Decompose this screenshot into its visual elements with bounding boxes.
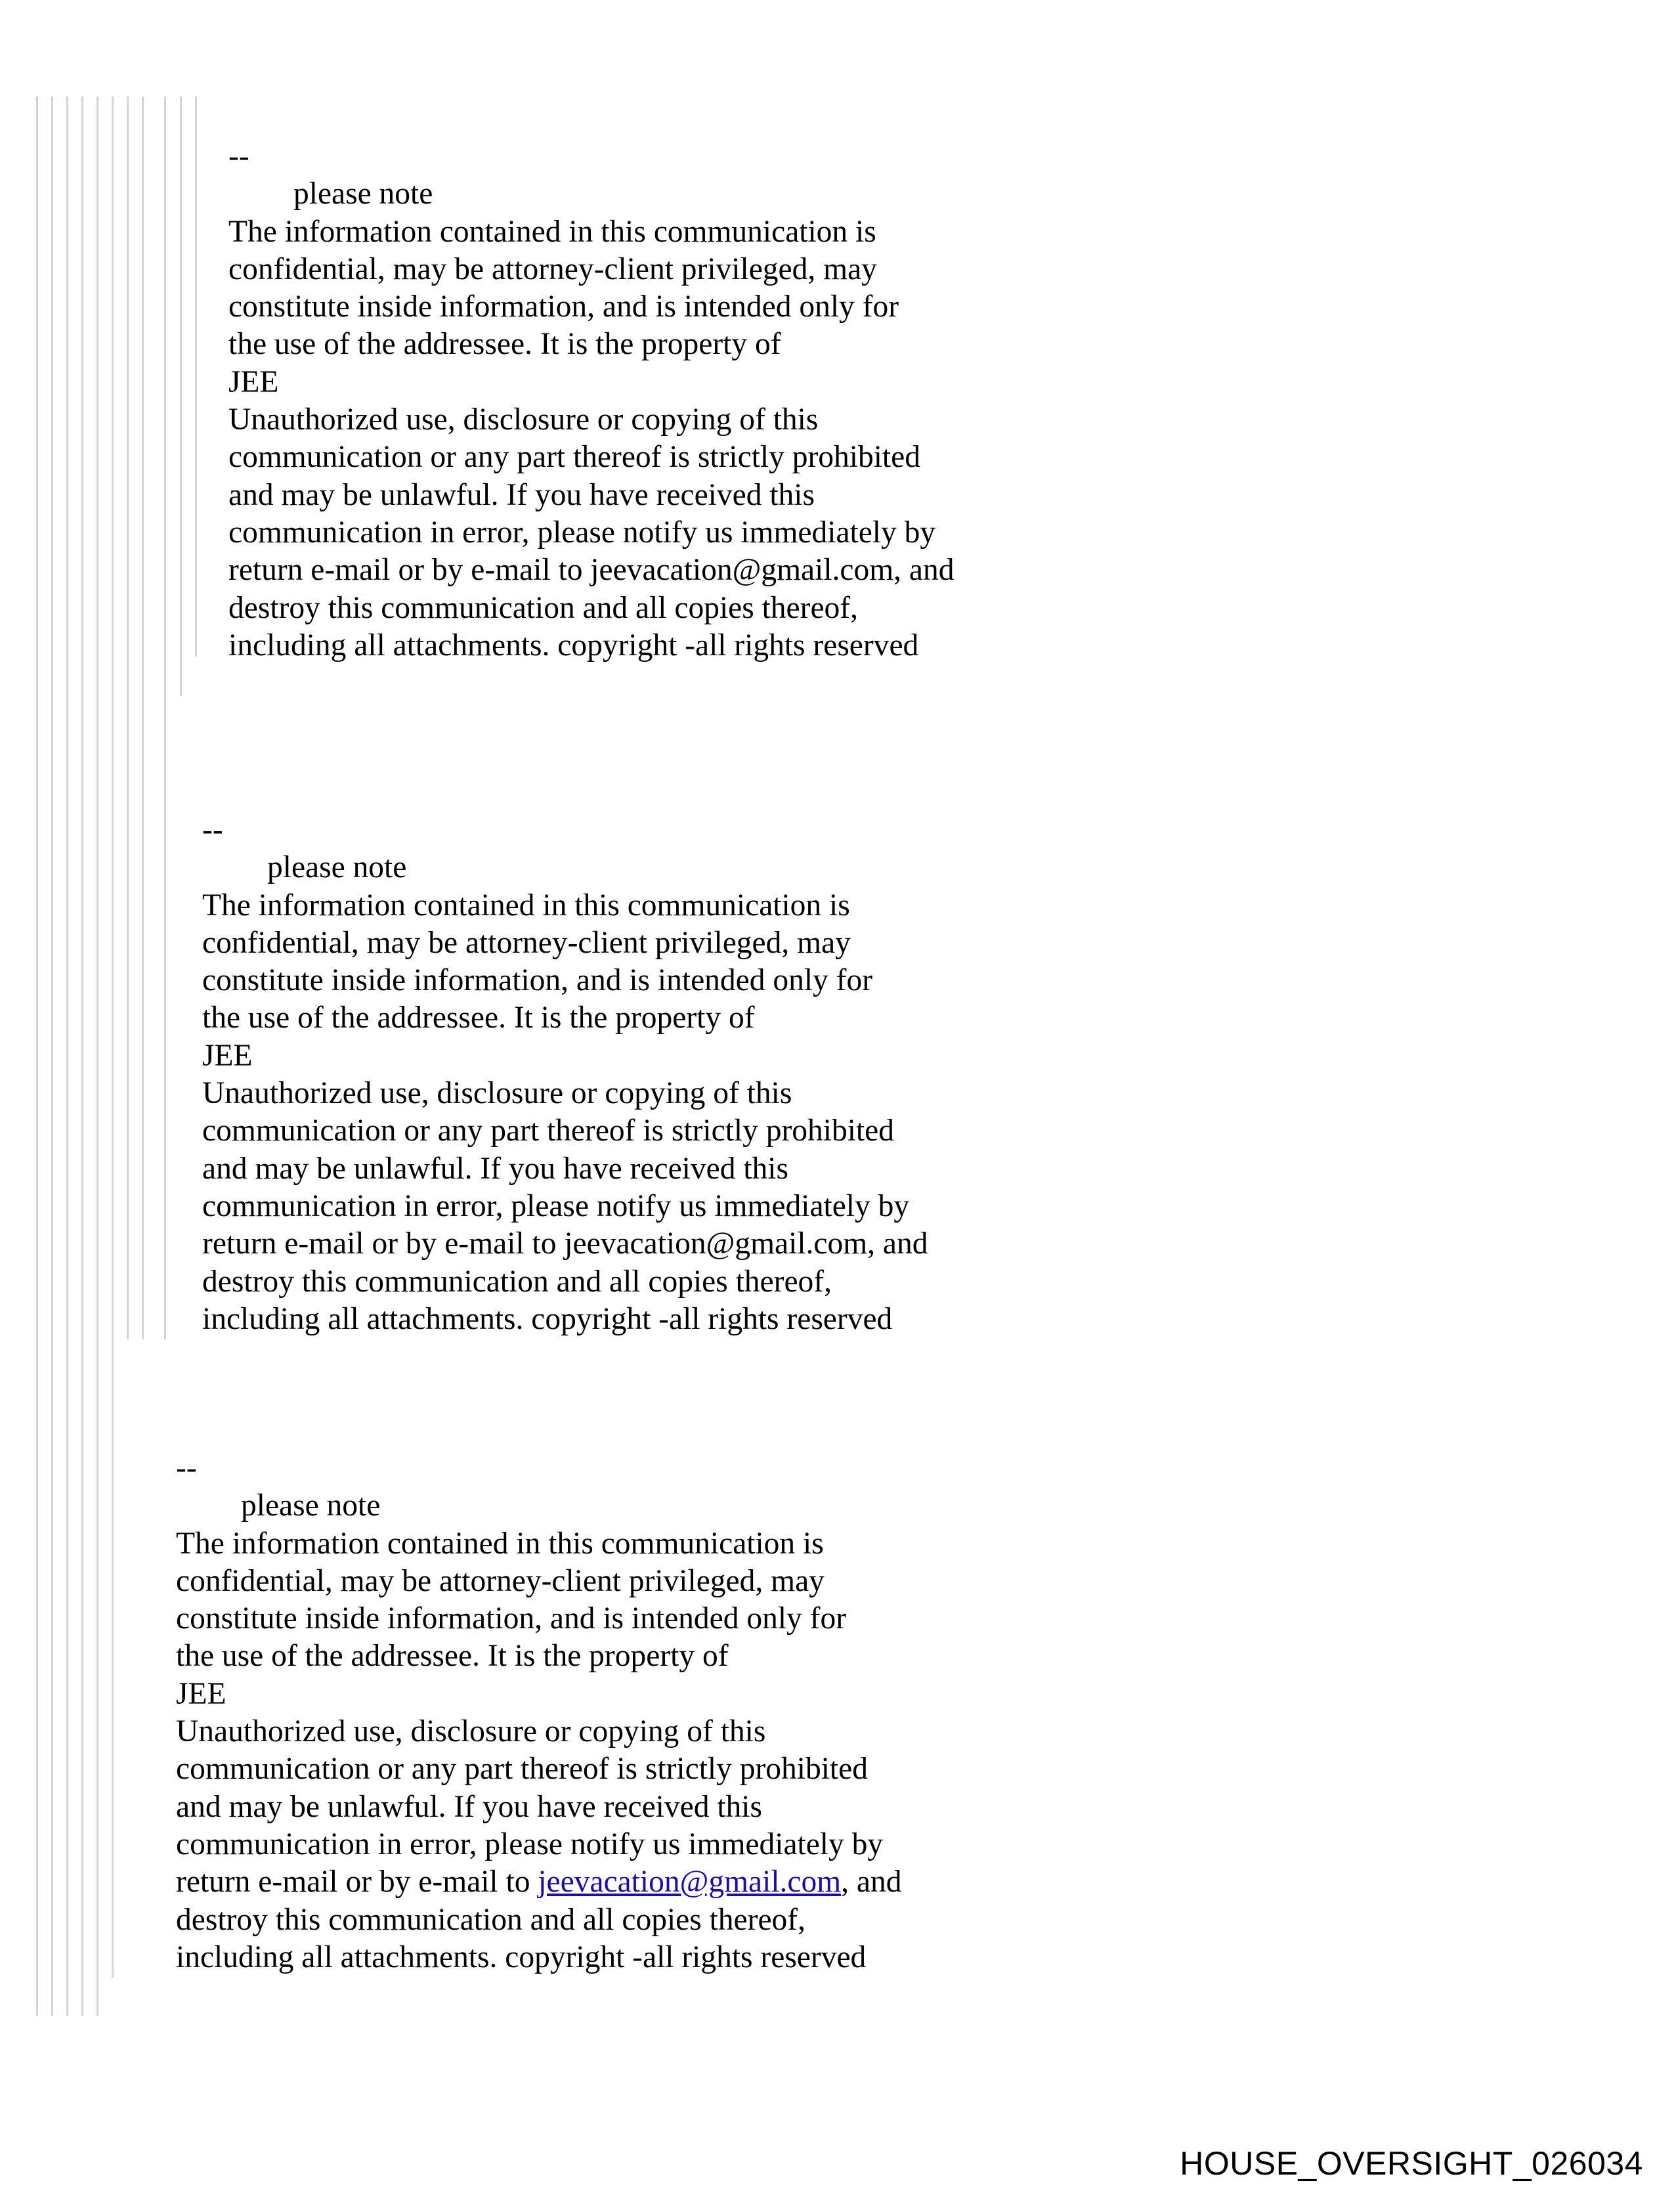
- disclaimer-line: JEE: [228, 364, 279, 399]
- quote-line: [97, 97, 98, 2016]
- quote-line: [36, 97, 38, 2016]
- quote-line: [51, 97, 53, 2016]
- disclaimer-line: communication or any part thereof is strictly prohibited: [176, 1752, 868, 1787]
- disclaimer-line: Unauthorized use, disclosure or copying of this: [202, 1076, 792, 1111]
- email-prefix: return e-mail or by e-mail to: [202, 1226, 565, 1261]
- disclaimer-line: the use of the addressee. It is the property of: [202, 1001, 755, 1035]
- disclaimer-line: constitute inside information, and is intended only for: [202, 963, 873, 998]
- email-prefix: return e-mail or by e-mail to: [176, 1865, 538, 1899]
- disclaimer-line: and may be unlawful. If you have received this: [202, 1151, 788, 1186]
- signature-block-2: [202, 812, 928, 1338]
- disclaimer-line: including all attachments. copyright -all rights reserved: [228, 628, 919, 662]
- disclaimer-line: and may be unlawful. If you have received this: [176, 1789, 762, 1824]
- disclaimer-email-line: [176, 1863, 902, 1901]
- email-address: jeevacation@gmail.com: [590, 553, 894, 588]
- quote-line: [66, 97, 68, 2016]
- disclaimer-line: JEE: [176, 1676, 226, 1711]
- quote-line: [164, 97, 166, 1339]
- separator-dashes: --: [228, 139, 249, 173]
- disclaimer-line: JEE: [202, 1038, 253, 1073]
- disclaimer-email-line: [228, 552, 955, 589]
- disclaimer-line: constitute inside information, and is intended only for: [228, 290, 899, 324]
- disclaimer-line: The information contained in this communication is: [228, 214, 876, 249]
- disclaimer-line: confidential, may be attorney-client privileged, may: [176, 1563, 825, 1598]
- email-suffix: , and: [867, 1226, 928, 1261]
- disclaimer-line: and may be unlawful. If you have received this: [228, 477, 815, 512]
- disclaimer-line: destroy this communication and all copies thereof,: [202, 1264, 832, 1299]
- disclaimer-line: destroy this communication and all copies thereof,: [176, 1902, 805, 1937]
- quote-line: [112, 97, 114, 1978]
- quote-line: [180, 97, 182, 696]
- disclaimer-line: Unauthorized use, disclosure or copying of this: [228, 402, 819, 437]
- quote-line: [81, 97, 83, 2016]
- disclaimer-line: including all attachments. copyright -all rights reserved: [202, 1301, 893, 1336]
- disclaimer-line: the use of the addressee. It is the property of: [176, 1639, 729, 1674]
- email-address: jeevacation@gmail.com: [564, 1226, 868, 1261]
- disclaimer-line: communication in error, please notify us immediately by: [202, 1188, 910, 1223]
- disclaimer-line: confidential, may be attorney-client privileged, may: [202, 925, 851, 960]
- disclaimer-line: including all attachments. copyright -all rights reserved: [176, 1940, 867, 1974]
- email-link[interactable]: jeevacation@gmail.com: [538, 1865, 842, 1899]
- quote-line: [195, 97, 197, 657]
- signature-block-1: [228, 138, 955, 664]
- disclaimer-line: communication in error, please notify us immediately by: [176, 1827, 884, 1861]
- email-suffix: , and: [841, 1865, 902, 1899]
- disclaimer-email-line: [202, 1225, 928, 1263]
- disclaimer-line: communication or any part thereof is strictly prohibited: [202, 1114, 894, 1148]
- disclaimer-line: Unauthorized use, disclosure or copying of this: [176, 1714, 766, 1749]
- separator-dashes: --: [176, 1451, 197, 1485]
- quote-line: [142, 97, 144, 1339]
- disclaimer-line: communication in error, please notify us immediately by: [228, 515, 936, 550]
- bates-number: HOUSE_OVERSIGHT_026034: [1180, 2145, 1643, 2182]
- disclaimer-line: The information contained in this communication is: [176, 1526, 824, 1561]
- separator-dashes: --: [202, 813, 223, 847]
- disclaimer-line: communication or any part thereof is strictly prohibited: [228, 440, 920, 475]
- disclaimer-line: The information contained in this communication is: [202, 888, 850, 922]
- please-note-label: please note: [241, 1488, 381, 1523]
- signature-block-3: [176, 1450, 902, 1976]
- disclaimer-line: constitute inside information, and is intended only for: [176, 1601, 847, 1636]
- disclaimer-line: the use of the addressee. It is the property of: [228, 327, 781, 362]
- please-note-label: please note: [293, 177, 433, 211]
- email-suffix: , and: [893, 553, 955, 588]
- please-note-label: please note: [267, 850, 407, 885]
- email-prefix: return e-mail or by e-mail to: [228, 553, 591, 588]
- disclaimer-line: destroy this communication and all copies thereof,: [228, 590, 858, 625]
- quote-line: [127, 97, 129, 1339]
- disclaimer-line: confidential, may be attorney-client privileged, may: [228, 251, 877, 286]
